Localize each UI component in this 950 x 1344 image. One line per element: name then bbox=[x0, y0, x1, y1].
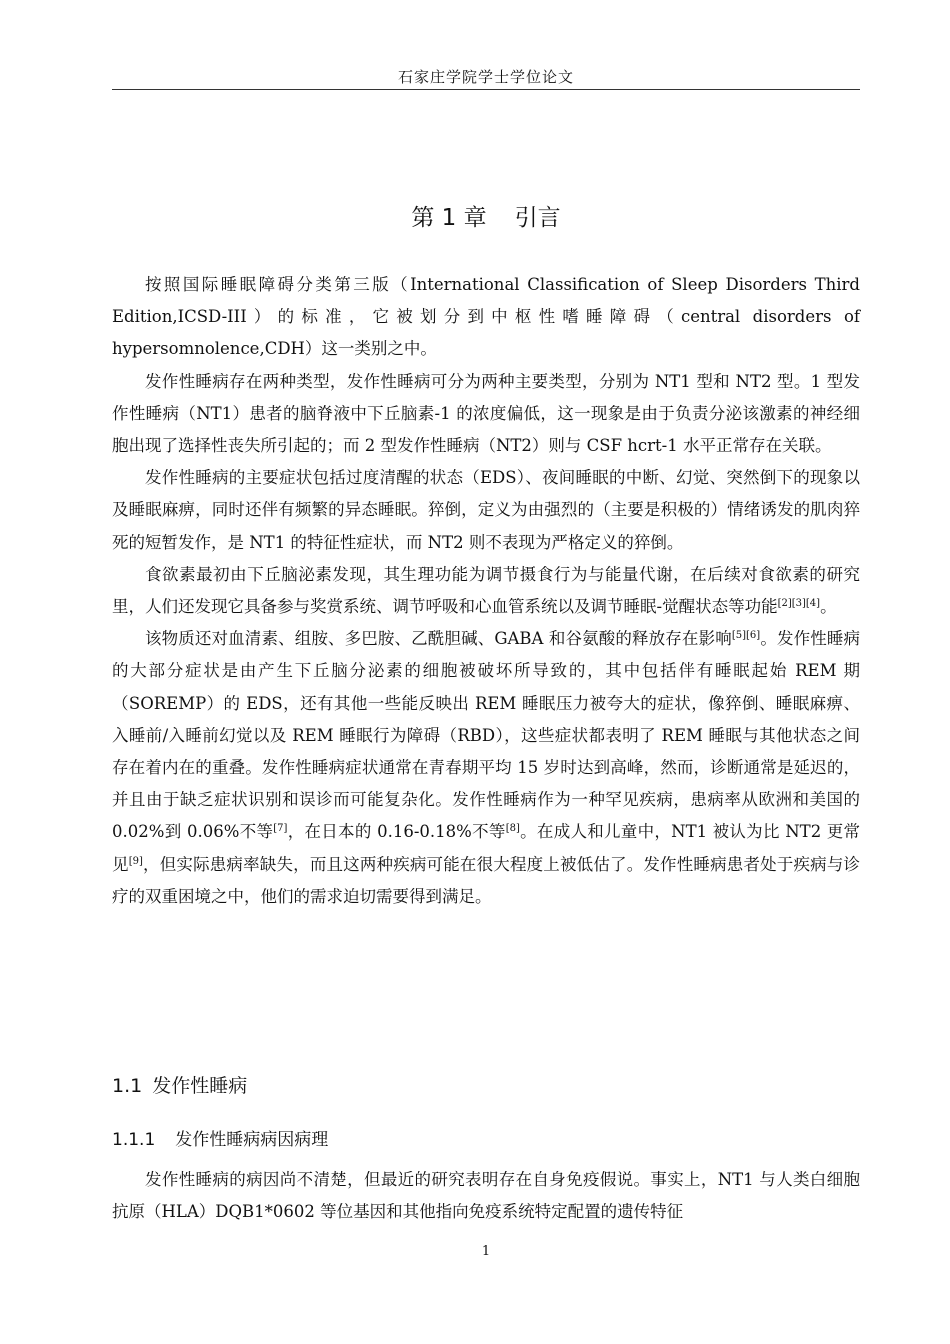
chapter-title: 引言 bbox=[514, 205, 561, 231]
paragraph: 按照国际睡眠障碍分类第三版（International Classification of Sleep Disorders Third Edition,ICSD-III）的标准，它被划分到中枢性嗜睡障碍（central disorders of hypersomnolence,CDH）这一类别之中。 bbox=[112, 275, 860, 359]
section-title: 发作性睡病 bbox=[152, 1075, 248, 1097]
section-body bbox=[112, 1164, 860, 1228]
citation: [2][3][4] bbox=[777, 598, 821, 610]
citation: [7] bbox=[273, 823, 288, 835]
citation: [9] bbox=[128, 855, 143, 867]
subsection-heading bbox=[112, 1125, 328, 1155]
chapter-body bbox=[112, 269, 860, 913]
page-number: 1 bbox=[481, 1244, 491, 1259]
citation: [5][6] bbox=[731, 630, 761, 642]
paragraph-text: 该物质还对血清素、组胺、多巴胺、乙酰胆碱、GABA 和谷氨酸的释放存在影响 bbox=[145, 629, 732, 649]
chapter-heading bbox=[112, 202, 860, 234]
header-rule bbox=[112, 89, 860, 90]
section-number: 1.1 bbox=[112, 1075, 143, 1097]
paragraph-text: 食欲素最初由下丘脑泌素发现，其生理功能为调节摄食行为与能量代谢，在后续对食欲素的研究里，人们还发现它具备参与奖赏系统、调节呼吸和心血管系统以及调节睡眠-觉醒状态等功能 bbox=[112, 564, 860, 617]
citation: [8] bbox=[505, 823, 520, 835]
chapter-number: 第 1 章 bbox=[411, 205, 487, 231]
subsection-number: 1.1.1 bbox=[112, 1130, 156, 1150]
running-header: 石家庄学院学士学位论文 bbox=[397, 68, 574, 86]
paragraph: 发作性睡病的病因尚不清楚，但最近的研究表明存在自身免疫假说。事实上，NT1 与人类白细胞抗原（HLA）DQB1*0602 等位基因和其他指向免疫系统特定配置的遗传特征 bbox=[112, 1170, 860, 1222]
section-heading bbox=[112, 1071, 247, 1101]
subsection-title: 发作性睡病病因病理 bbox=[175, 1130, 329, 1150]
paragraph-text: ，在日本的 0.16-0.18%不等 bbox=[287, 822, 506, 842]
paragraph-text: ，但实际患病率缺失，而且这两种疾病可能在很大程度上被低估了。发作性睡病患者处于疾病与诊疗的双重困境之中，他们的需求迫切需要得到满足。 bbox=[112, 854, 861, 906]
paragraph bbox=[112, 559, 860, 623]
paragraph-text: 。在成人和儿童中，NT1 被认为比 NT2 更常见 bbox=[112, 822, 860, 874]
paragraph bbox=[112, 623, 860, 913]
paragraph: 发作性睡病的主要症状包括过度清醒的状态（EDS）、夜间睡眠的中断、幻觉、突然倒下的现象以及睡眠麻痹，同时还伴有频繁的异态睡眠。猝倒，定义为由强烈的（主要是积极的）情绪诱发的肌肉猝死的短暂发作，是 NT1 的特征性症状，而 NT2 则不表现为严格定义的猝倒。 bbox=[112, 468, 860, 552]
paragraph: 发作性睡病存在两种类型，发作性睡病可分为两种主要类型，分别为 NT1 型和 NT2 型。1 型发作性睡病（NT1）患者的脑脊液中下丘脑素-1 的浓度偏低，这一现象是由于负责分泌该激素的神经细胞出现了选择性丧失所引起的；而 2 型发作性睡病（NT2）则与 CSF hcrt-1 水平正常存在关联。 bbox=[112, 371, 860, 456]
paragraph-text: 。发作性睡病的大部分症状是由产生下丘脑分泌素的细胞被破坏所导致的，其中包括伴有睡眠起始 REM 期（SOREMP）的 EDS，还有其他一些能反映出 REM 睡眠压力被夸大的症状，像猝倒、睡眠麻痹、入睡前/入睡前幻觉以及 REM 睡眠行为障碍（RBD），这些症状都表明了 REM 睡眠与其他状态之间存在着内在的重叠。发作性睡病症状通常在青春期平均 15 岁时达到高峰，然而，诊断通常是延迟的，并且由于缺乏症状识别和误诊而可能复杂化。发作性睡病作为一种罕见疾病，患病率从欧洲和美国的 0.02%到 0.06%不等 bbox=[112, 629, 860, 842]
paragraph-text: 。 bbox=[820, 597, 837, 617]
